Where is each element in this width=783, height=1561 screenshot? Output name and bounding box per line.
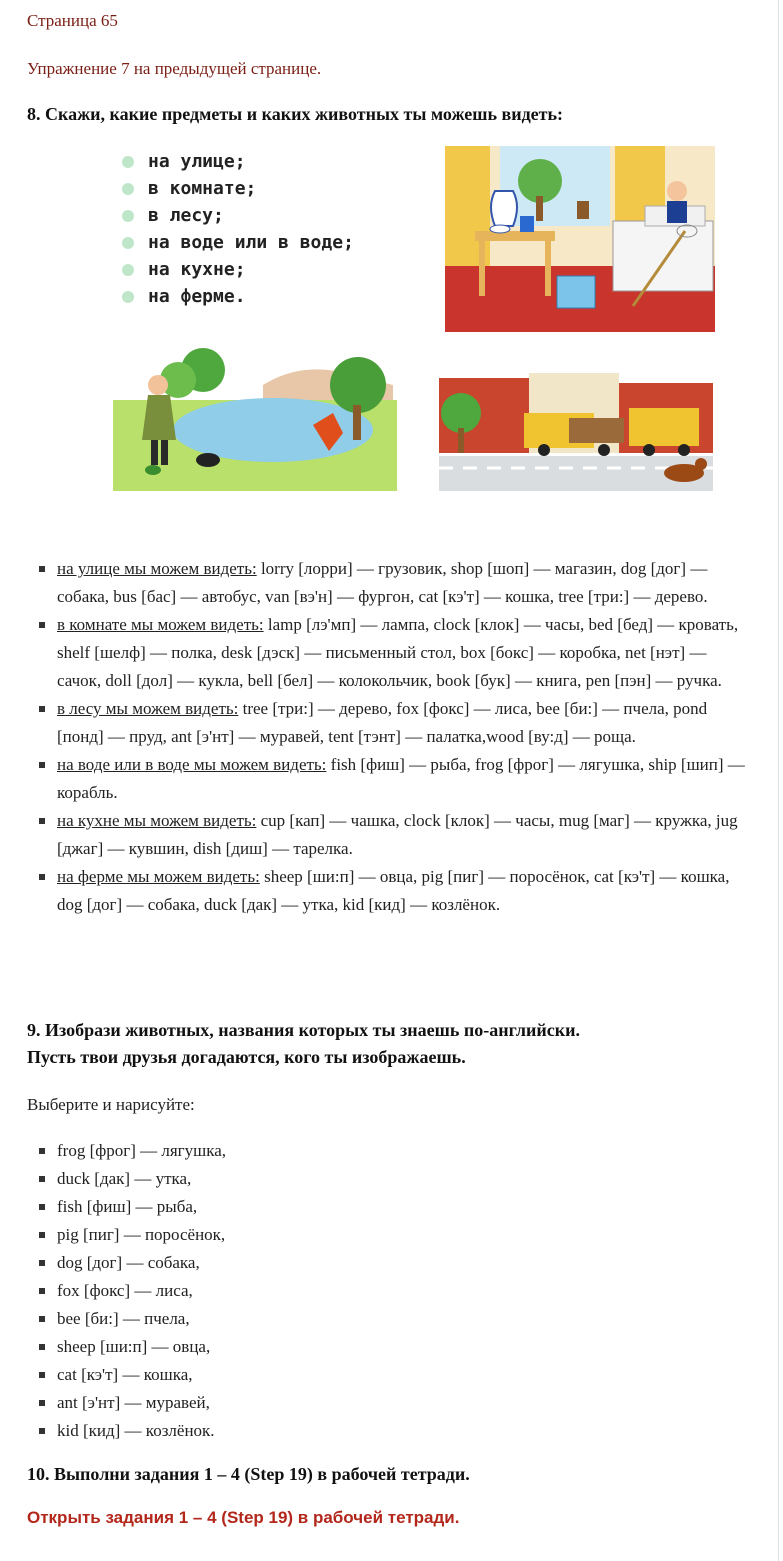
task-9-title: 9. Изобрази животных, названия которых ты знаешь по-английски. Пусть твои друзья догадаются, кого ты изображаешь. <box>27 1020 580 1067</box>
task-8-answers <box>27 555 747 919</box>
list-item: в комнате мы можем видеть: lamp [лэ'мп] — лампа, clock [клок] — часы, bed [бед] — кровать, shelf [шелф] — полка, desk [дэск] — письменный стол, box [бокс] — коробка, net [нэт] — сачок, doll [дол] — кукла, bell [бел] — колокольчик, book [бук] — книга, pen [пэн] — ручка. <box>27 611 747 695</box>
category-label: в лесу мы можем видеть: <box>57 699 239 718</box>
scan-bullet: на ферме. <box>122 283 354 310</box>
green-dot-icon <box>122 156 134 168</box>
list-item: fox [фокс] — лиса, <box>27 1277 527 1305</box>
textbook-scan <box>87 140 727 510</box>
category-label: на воде или в воде мы можем видеть: <box>57 755 327 774</box>
list-item: frog [фрог] — лягушка, <box>27 1137 527 1165</box>
task-9-instruction: Выберите и нарисуйте: <box>27 1095 195 1114</box>
scan-bullet: на улице; <box>122 148 354 175</box>
list-item: на улице мы можем видеть: lorry [лорри] — грузовик, shop [шоп] — магазин, dog [дог] — собака, bus [бас] — автобус, van [вэ'н] — фургон, cat [кэ'т] — кошка, tree [три:] — дерево. <box>27 555 747 611</box>
list-item: cat [кэ'т] — кошка, <box>27 1361 527 1389</box>
task-10-title: 10. Выполни задания 1 – 4 (Step 19) в рабочей тетради. <box>27 1464 470 1484</box>
task-8-title: 8. Скажи, какие предметы и каких животных ты можешь видеть: <box>27 104 564 124</box>
green-dot-icon <box>122 291 134 303</box>
category-label: на ферме мы можем видеть: <box>57 867 260 886</box>
green-dot-icon <box>122 264 134 276</box>
scan-bullet: на воде или в воде; <box>122 229 354 256</box>
forest-pond-illustration <box>113 345 397 491</box>
green-dot-icon <box>122 183 134 195</box>
green-dot-icon <box>122 237 134 249</box>
list-item: на кухне мы можем видеть: cup [кап] — чашка, clock [клок] — часы, mug [маг] — кружка, jug [джаг] — кувшин, dish [диш] — тарелка. <box>27 807 747 863</box>
list-item: на воде или в воде мы можем видеть: fish [фиш] — рыба, frog [фрог] — лягушка, ship [шип] — корабль. <box>27 751 747 807</box>
workbook-link[interactable]: Открыть задания 1 – 4 (Step 19) в рабочей тетради. <box>27 1508 460 1527</box>
page-right-border <box>778 0 779 1561</box>
category-label: на улице мы можем видеть: <box>57 559 257 578</box>
list-item: kid [кид] — козлёнок. <box>27 1417 527 1445</box>
street-illustration <box>439 358 713 491</box>
category-label: на кухне мы можем видеть: <box>57 811 257 830</box>
animal-list <box>27 1137 527 1445</box>
exercise-reference: Упражнение 7 на предыдущей странице. <box>27 59 322 78</box>
list-item: в лесу мы можем видеть: tree [три:] — дерево, fox [фокс] — лиса, bee [би:] — пчела, pond [понд] — пруд, ant [э'нт] — муравей, tent [тэнт] — палатка,wood [ву:д] — роща. <box>27 695 747 751</box>
list-item: sheep [ши:п] — овца, <box>27 1333 527 1361</box>
list-item: duck [дак] — утка, <box>27 1165 527 1193</box>
scan-bullet: в комнате; <box>122 175 354 202</box>
list-item: на ферме мы можем видеть: sheep [ши:п] — овца, pig [пиг] — поросёнок, cat [кэ'т] — кошка, dog [дог] — собака, duck [дак] — утка, kid [кид] — козлёнок. <box>27 863 747 919</box>
list-item: dog [дог] — собака, <box>27 1249 527 1277</box>
green-dot-icon <box>122 210 134 222</box>
list-item: bee [би:] — пчела, <box>27 1305 527 1333</box>
page-label: Страница 65 <box>27 11 118 30</box>
scan-bullet: в лесу; <box>122 202 354 229</box>
room-illustration <box>445 146 715 332</box>
scan-bullet: на кухне; <box>122 256 354 283</box>
list-item: fish [фиш] — рыба, <box>27 1193 527 1221</box>
list-item: ant [э'нт] — муравей, <box>27 1389 527 1417</box>
category-label: в комнате мы можем видеть: <box>57 615 264 634</box>
list-item: pig [пиг] — поросёнок, <box>27 1221 527 1249</box>
scan-bullet-list <box>122 148 354 310</box>
